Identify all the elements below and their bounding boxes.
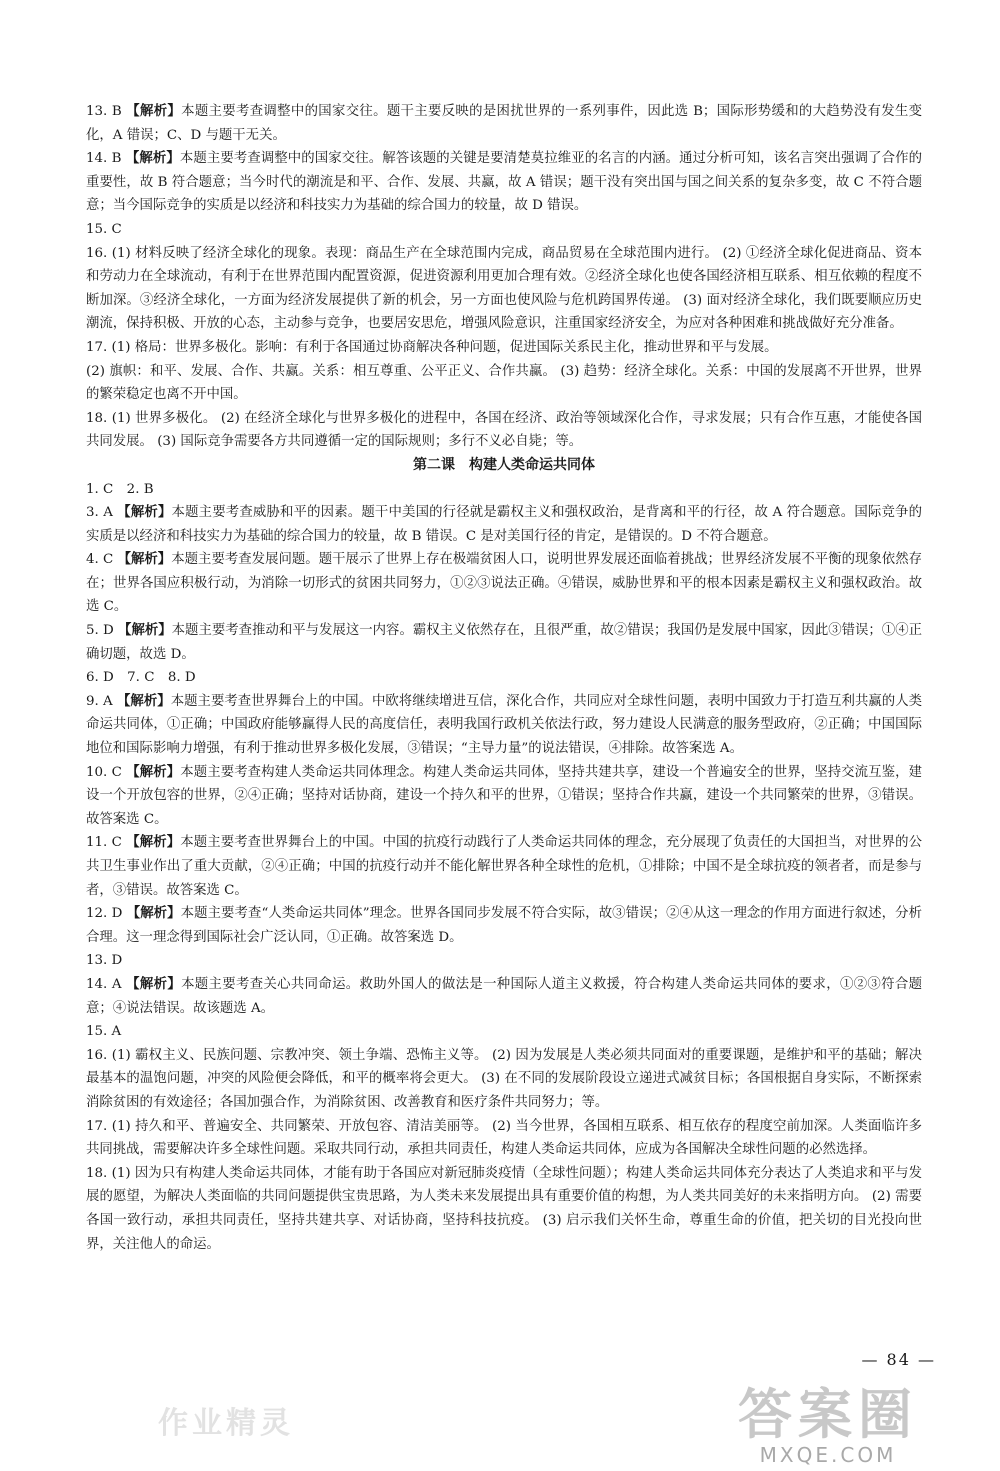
answer-number: 11. C [86,835,127,851]
analysis-tag: 【解析】 [117,505,172,521]
answer-number: 13. B [86,104,127,119]
answer-content [86,100,922,1256]
answer-number: 14. B [86,151,126,167]
answer-paragraph [86,218,922,242]
answer-paragraph [86,478,922,502]
answer-text: (2) 旗帜：和平、发展、合作、共赢。关系：相互尊重、公平正义、合作共赢。 (3) 趋势：经济全球化。关系：中国的发展离不开世界，世界的繁荣稳定也离不开中国。 [86,363,922,403]
answer-paragraph [86,548,922,619]
answer-paragraph [86,973,922,1020]
answer-text: 本题主要考查“人类命运共同体”理念。世界各国同步发展不符合实际，故③错误；②④从这一理念的作用方面进行叙述，分析合理。这一理念得到国际社会广泛认同，①正确。故答案选 D。 [86,906,923,945]
answer-paragraph [86,902,922,949]
answer-text: 17. (1) 持久和平、普遍安全、共同繁荣、开放包容、清洁美丽等。 (2) 当今世界，各国相互联系、相互依存的程度空前加深。人类面临许多共同挑战，需要解决许多全球性问题。采取共同行动，承担共同责任，构建人类命运共同体，应成为各国解决全球性问题的必然选择。 [86,1118,922,1158]
answer-paragraph [86,242,922,336]
answer-text: 本题主要考查世界舞台上的中国。中国的抗疫行动践行了人类命运共同体的理念，充分展现了负责任的大国担当，对世界的公共卫生事业作出了重大贡献，②④正确；中国的抗疫行动并不能化解世界各种全球性的危机，①排除；中国不是全球抗疫的领者者，而是参与者，③错误。故答案选 C。 [86,835,923,898]
footer-brand-text: 作业精灵 [158,1406,294,1441]
answer-number: 9. A [86,693,118,709]
answer-paragraph [86,336,922,360]
answer-paragraph [86,619,922,666]
analysis-tag: 【解析】 [117,693,171,709]
answer-number: 14. A [86,976,127,992]
answer-number: 15. A [86,1024,122,1040]
section-title: 第二课 构建人类命运共同体 [413,456,595,473]
answer-paragraph [86,501,922,548]
answer-text: 18. (1) 因为只有构建人类命运共同体，才能有助于各国应对新冠肺炎疫情（全球性问题）；构建人类命运共同体充分表达了人类追求和平与发展的愿望，为解决人类面临的共同问题提供宝贵思路，为人类未来发展提出具有重要价值的构想，为人类共同美好的未来指明方向。 (2) 需要各国一致行动，承担共同责任，坚持共建共享、对话协商，坚持科技抗疫。 (3) 启示我们关怀生命，尊重生命的价值，把关切的目光投向世界，关注他人的命运。 [86,1165,922,1252]
answer-paragraph [86,100,922,147]
answer-paragraph [86,147,922,218]
answer-paragraph [86,1044,922,1115]
answer-text: 本题主要考查关心共同命运。救助外国人的做法是一种国际人道主义救援，符合构建人类命运共同体的要求，①②③符合题意；④说法错误。故该题选 A。 [86,976,923,1016]
answer-text: 本题主要考查调整中的国家交往。题干主要反映的是困扰世界的一系列事件，因此选 B；国际形势缓和的大趋势没有发生变化，A 错误；C、D 与题干无关。 [86,104,923,143]
answer-text: 本题主要考查世界舞台上的中国。中欧将继续增进互信，深化合作，共同应对全球性问题，表明中国致力于打造互利共赢的人类命运共同体，①正确；中国政府能够赢得人民的高度信任，表明我国行政机关依法行政，努力建设人民满意的服务型政府，②正确；中国国际地位和国际影响力增强，有利于推动世界多极化发展，③错误；“主导力量”的说法错误，④排除。故答案选 A。 [86,693,922,757]
answer-text: 16. (1) 材料反映了经济全球化的现象。表现：商品生产在全球范围内完成，商品贸易在全球范围内进行。 (2) ①经济全球化促进商品、资本和劳动力在全球流动，有利于在世界范围内配置资源，促进资源利用更加合理有效。②经济全球化也使各国经济相互联系、相互依赖的程度不断加深。③经济全球化，一方面为经济发展提供了新的机会，另一方面也使风险与危机跨国界传递。 (3) 面对经济全球化，我们既要顺应历史潮流，保持积极、开放的心态，主动参与竞争，也要居安思危，增强风险意识，注重国家经济安全，为应对各种困难和挑战做好充分准备。 [86,245,922,332]
answer-text: 18. (1) 世界多极化。 (2) 在经济全球化与世界多极化的进程中，各国在经济、政治等领域深化合作，寻求发展；只有合作互惠，才能使各国共同发展。 (3) 国际竞争需要各方共同遵循一定的国际规则；多行不义必自毙；等。 [86,410,922,450]
answer-number: 4. C [86,552,118,568]
answer-text: 本题主要考查威胁和平的因素。题干中美国的行径就是霸权主义和强权政治，是背离和平的行径，故 A 符合题意。国际竞争的实质是以经济和科技实力为基础的综合国力的较量，故 B 错误。C 是对美国行径的肯定，是错误的。D 不符合题意。 [86,505,922,544]
analysis-tag: 【解析】 [126,976,182,992]
answer-paragraph [86,1115,922,1162]
watermark [678,1383,978,1467]
answer-paragraph [86,407,922,454]
page-number: — 84 — [861,1350,936,1369]
analysis-tag: 【解析】 [117,552,172,568]
analysis-tag: 【解析】 [125,151,180,167]
watermark-url: MXQE.COM [759,1443,897,1467]
answer-number: 1. C 2. B [86,481,154,497]
answer-number: 6. D 7. C 8. D [86,670,196,686]
answer-paragraph [86,666,922,690]
answer-paragraph [86,1020,922,1044]
answer-paragraph [86,761,922,832]
answer-paragraph [86,831,922,902]
answer-text: 16. (1) 霸权主义、民族问题、宗教冲突、领土争端、恐怖主义等。 (2) 因为发展是人类必须共同面对的重要课题，是维护和平的基础；解决最基本的温饱问题，冲突的风险便会降低，和平的概率将会更大。 (3) 在不同的发展阶段设立递进式减贫目标；各国根据自身实际，不断探索消除贫困的有效途径；各国加强合作，为消除贫困、改善教育和医疗条件共同努力；等。 [86,1047,922,1110]
analysis-tag: 【解析】 [126,906,181,922]
answer-number: 3. A [86,505,118,521]
answer-paragraph [86,360,922,407]
answer-text: 17. (1) 格局：世界多极化。影响：有利于各国通过协商解决各种问题，促进国际关系民主化，推动世界和平与发展。 [86,339,778,355]
analysis-tag: 【解析】 [126,104,182,119]
watermark-logo-text: 答案圈 [738,1383,918,1446]
answer-number: 13. D [86,953,123,969]
answer-paragraph [86,1162,922,1256]
answer-number: 10. C [86,764,127,780]
analysis-tag: 【解析】 [118,623,172,639]
answer-text: 本题主要考查调整中的国家交往。解答该题的关键是要清楚莫拉维亚的名言的内涵。通过分析可知，该名言突出强调了合作的重要性，故 B 符合题意；当今时代的潮流是和平、合作、发展、共赢，故 A 错误；题干没有突出国与国之间关系的复杂多变，故 C 不符合题意；当今国际竞争的实质是以经济和科技实力为基础的综合国力的较量，故 D 错误。 [86,151,922,214]
answer-paragraph [86,690,922,761]
answer-text: 本题主要考查推动和平与发展这一内容。霸权主义依然存在，且很严重，故②错误；我国仍是发展中国家，因此③错误；①④正确切题，故选 D。 [86,623,923,662]
answer-paragraph [86,949,922,973]
answer-number: 5. D [86,623,119,639]
answer-number: 15. C [86,221,122,237]
answer-text: 本题主要考查构建人类命运共同体理念。构建人类命运共同体，坚持共建共享，建设一个普遍安全的世界，坚持交流互鉴，建设一个开放包容的世界，②④正确；坚持对话协商，建设一个持久和平的世界，①错误；坚持合作共赢，建设一个共同繁荣的世界，③错误。故答案选 C。 [86,764,923,827]
answer-number: 12. D [86,906,127,922]
analysis-tag: 【解析】 [126,764,181,780]
analysis-tag: 【解析】 [126,835,181,851]
answer-text: 本题主要考查发展问题。题干展示了世界上存在极端贫困人口，说明世界发展还面临着挑战；世界经济发展不平衡的现象依然存在；世界各国应积极行动，为消除一切形式的贫困共同努力，①②③说法正确。④错误，威胁世界和平的根本因素是霸权主义和强权政治。故选 C。 [86,552,923,615]
